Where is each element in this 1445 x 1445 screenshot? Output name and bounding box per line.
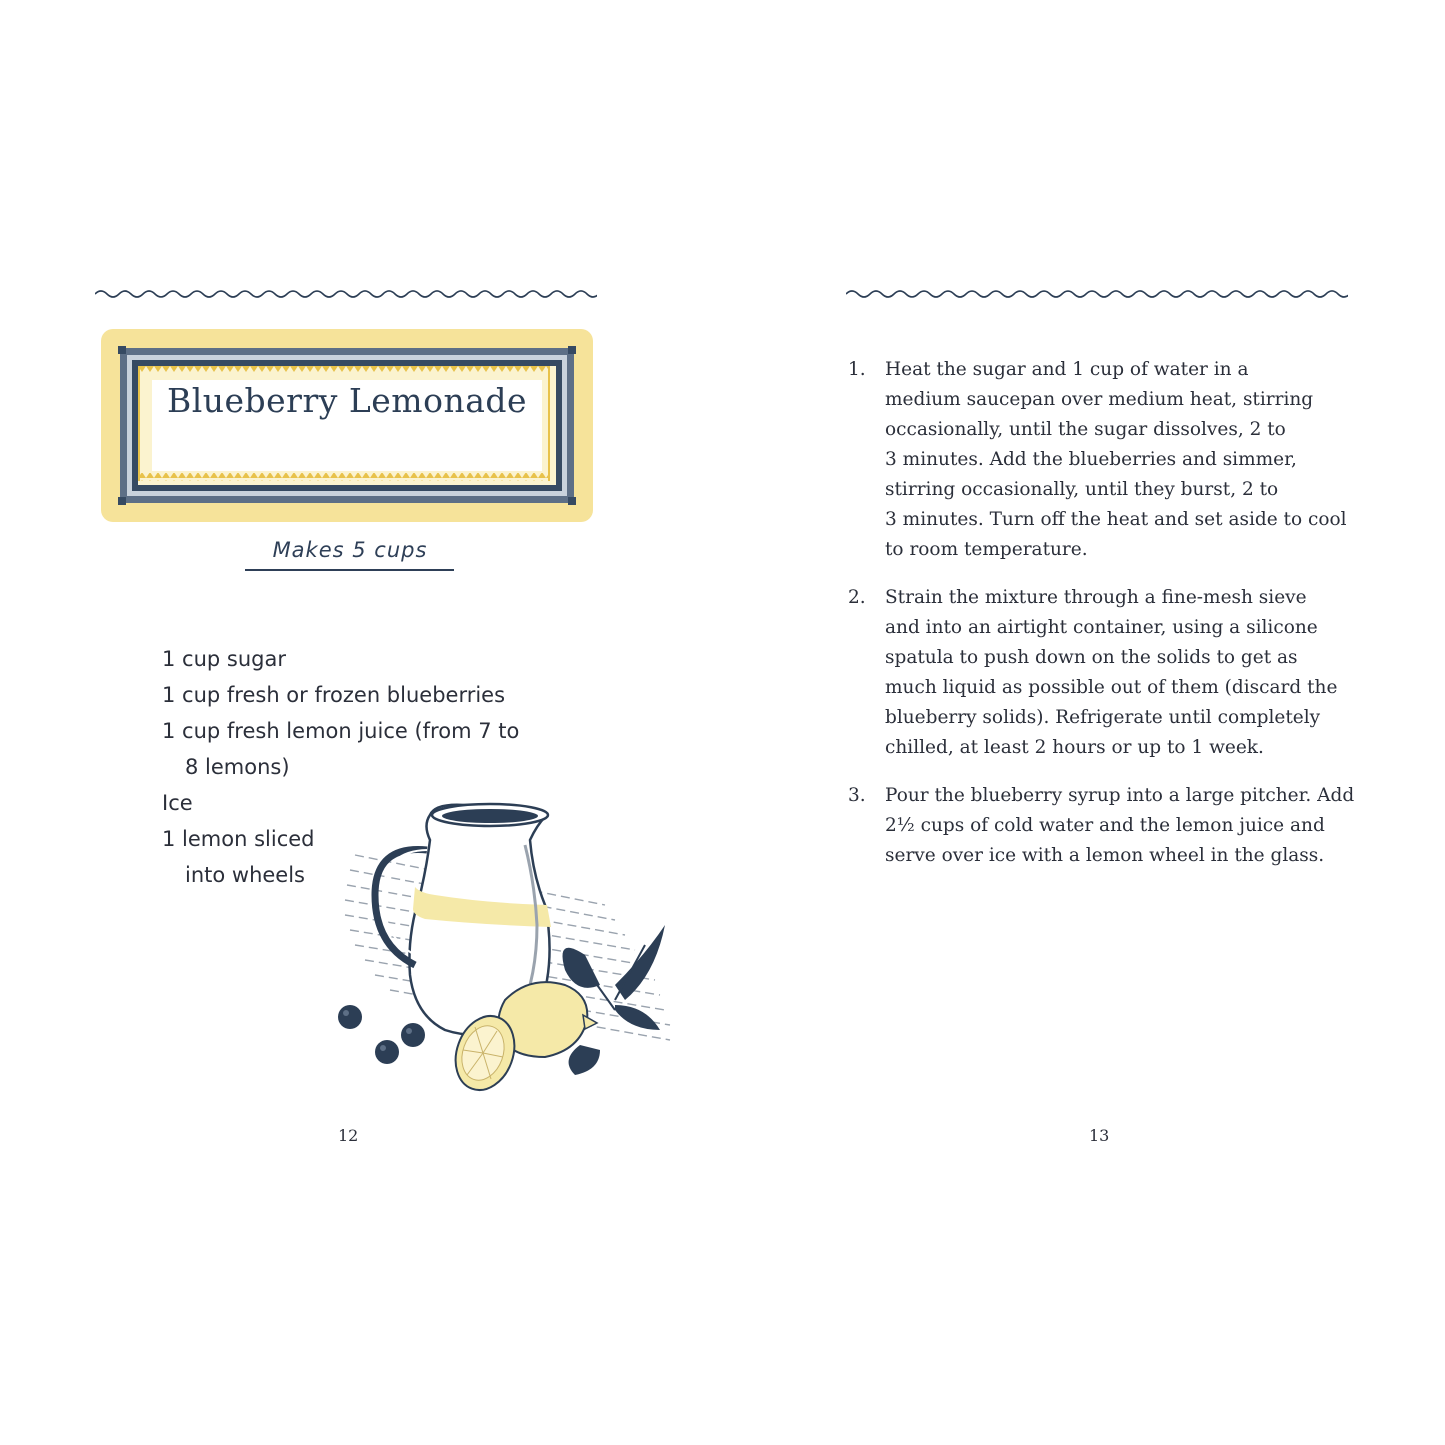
ingredient-item: Ice [162, 791, 193, 815]
ingredient-item: 1 lemon sliced into wheels [162, 827, 315, 887]
wave-divider-right [846, 285, 1348, 303]
page-number-left: 12 [338, 1126, 359, 1145]
yield-text: Makes 5 cups [272, 538, 428, 562]
pitcher-lemon-illustration-icon [315, 795, 720, 1140]
instruction-step: 3. Pour the blueberry syrup into a large pitcher. Add 2½ cups of cold water and the lemon juice and serve over ice with a lemon wheel in the glass. [848, 781, 1368, 871]
step-number: 2. [848, 587, 866, 608]
pitcher-illustration [315, 795, 720, 1140]
ingredient-item: 1 cup fresh or frozen blueberries [162, 683, 506, 707]
left-page [0, 0, 722, 1445]
wave-divider-icon [95, 285, 597, 303]
yield-underline [245, 569, 454, 571]
title-banner [101, 329, 593, 522]
instruction-step: 2. Strain the mixture through a fine-mesh sieve and into an airtight container, using a silicone spatula to push down on the solids to get as much liquid as possible out of them (discard the blueberry solids). Refrigerate until completely chilled, at least 2 hours or up to 1 week. [848, 583, 1368, 763]
step-number: 1. [848, 359, 866, 380]
instruction-step: 1. Heat the sugar and 1 cup of water in a medium saucepan over medium heat, stirring occasionally, until the sugar dissolves, 2 to 3 minutes. Add the blueberries and simmer, stirring occasionally, until they burst, 2 to 3 minutes. Turn off the heat and set aside to cool to room temperature. [848, 355, 1368, 565]
ingredient-item: 1 cup fresh lemon juice (from 7 to 8 lemons) [162, 719, 520, 779]
page-number-right: 13 [1089, 1126, 1110, 1145]
wave-divider-icon [846, 285, 1348, 303]
blueberries [338, 1005, 425, 1064]
step-number: 3. [848, 785, 866, 806]
ingredient-item: 1 cup sugar [162, 647, 286, 671]
recipe-title: Blueberry Lemonade [166, 381, 528, 420]
instructions-list [848, 355, 1368, 889]
wave-divider-left [95, 285, 597, 303]
